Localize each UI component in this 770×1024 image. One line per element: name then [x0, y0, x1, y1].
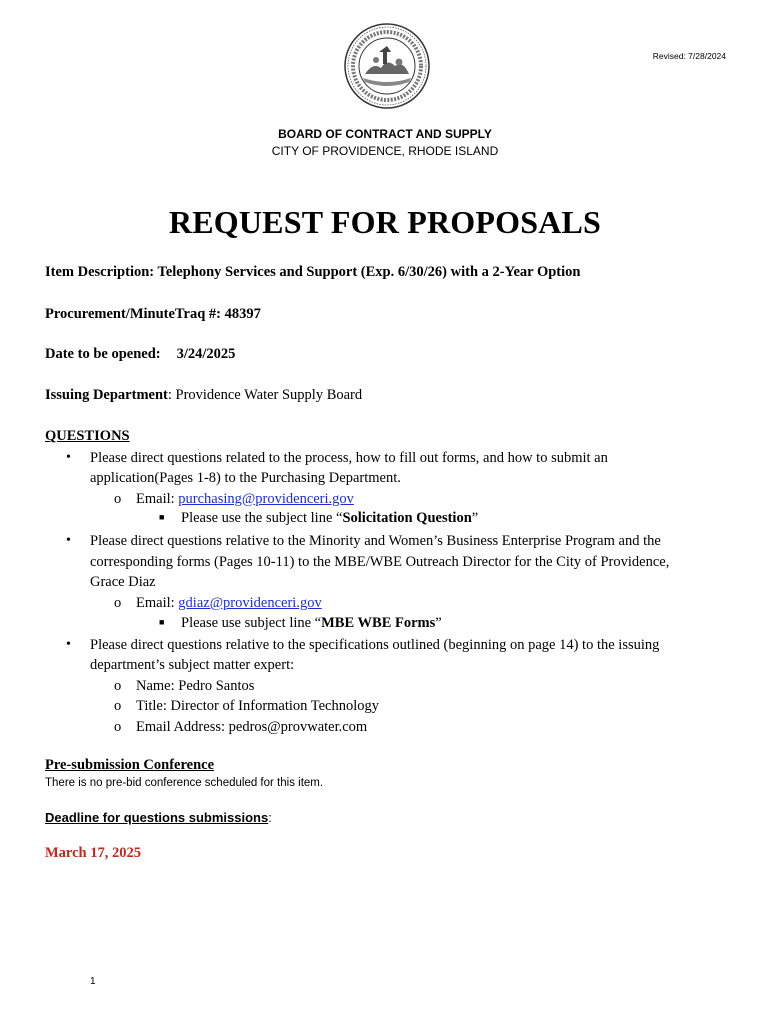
circle-bullet-icon: o: [114, 678, 122, 694]
square-bullet-icon: ■: [159, 512, 165, 522]
gdiaz-email-link[interactable]: gdiaz@providenceri.gov: [178, 595, 322, 611]
circle-bullet-icon: o: [114, 719, 122, 735]
item-description: [45, 264, 580, 281]
question-item-2-line-1: Please direct questions relative to the Minority and Women’s Business Enterprise Program and the: [90, 533, 661, 549]
bullet-icon: •: [66, 533, 71, 548]
email-label: Email:: [136, 595, 179, 611]
question-item-2-subject: [181, 615, 442, 632]
circle-bullet-icon: o: [114, 491, 122, 507]
open-date: [45, 346, 235, 363]
department-label: Issuing Department: [45, 387, 168, 403]
presubmission-text: There is no pre-bid conference scheduled for this item.: [45, 777, 324, 789]
procurement-value: 48397: [224, 306, 261, 322]
expert-email: Email Address: pedros@provwater.com: [136, 719, 368, 735]
subject-line-value: Solicitation Question: [342, 510, 472, 526]
subject-suffix: ”: [435, 615, 442, 631]
deadline-heading: Deadline for questions submissions: [45, 810, 269, 825]
revised-date: Revised: 7/28/2024: [652, 51, 726, 61]
square-bullet-icon: ■: [159, 617, 165, 627]
question-item-1-line-1: Please direct questions related to the process, how to fill out forms, and how to submit an: [90, 450, 608, 466]
question-item-3-line-2: department’s subject matter expert:: [90, 657, 295, 673]
question-item-2-line-3: Grace Diaz: [90, 574, 156, 590]
department-value: : Providence Water Supply Board: [167, 387, 363, 403]
deadline-heading-row: [45, 810, 272, 825]
question-item-1-email: [136, 491, 354, 508]
subject-prefix: Please use subject line “: [181, 615, 322, 631]
page-number: 1: [90, 976, 96, 987]
circle-bullet-icon: o: [114, 595, 122, 611]
question-item-2-email: [136, 595, 322, 612]
open-date-value: 3/24/2025: [176, 346, 236, 362]
email-label: Email:: [136, 491, 179, 507]
presubmission-heading: Pre-submission Conference: [45, 757, 215, 773]
board-city: CITY OF PROVIDENCE, RHODE ISLAND: [271, 144, 499, 158]
bullet-icon: •: [66, 637, 71, 652]
item-description-label: Item Description:: [45, 264, 158, 280]
item-description-value: Telephony Services and Support (Exp. 6/30/26) with a 2-Year Option: [157, 264, 581, 280]
document-title: REQUEST FOR PROPOSALS: [168, 204, 602, 240]
procurement-number: [45, 306, 261, 323]
bullet-icon: •: [66, 450, 71, 465]
questions-heading: QUESTIONS: [45, 428, 130, 444]
question-item-1-line-2: application(Pages 1-8) to the Purchasing Department.: [90, 470, 401, 486]
procurement-label: Procurement/MinuteTraq #:: [45, 306, 225, 322]
issuing-department: [45, 387, 362, 404]
deadline-colon: :: [268, 810, 272, 825]
subject-suffix: ”: [471, 510, 479, 526]
expert-title: Title: Director of Information Technology: [136, 698, 380, 714]
deadline-date: March 17, 2025: [45, 845, 141, 861]
subject-prefix: Please use the subject line “: [181, 510, 343, 526]
question-item-1-subject: [181, 510, 478, 527]
question-item-3-line-1: Please direct questions relative to the specifications outlined (beginning on page 14) to the issuing: [90, 637, 660, 653]
board-title: BOARD OF CONTRACT AND SUPPLY: [278, 127, 492, 141]
purchasing-email-link[interactable]: purchasing@providenceri.gov: [178, 491, 354, 507]
circle-bullet-icon: o: [114, 698, 122, 714]
expert-name: Name: Pedro Santos: [136, 678, 255, 694]
subject-line-value: MBE WBE Forms: [321, 615, 436, 631]
question-item-2-line-2: corresponding forms (Pages 10-11) to the MBE/WBE Outreach Director for the City of Providence,: [90, 554, 670, 570]
city-seal-logo: [343, 22, 431, 110]
open-date-label: Date to be opened:: [45, 346, 161, 362]
